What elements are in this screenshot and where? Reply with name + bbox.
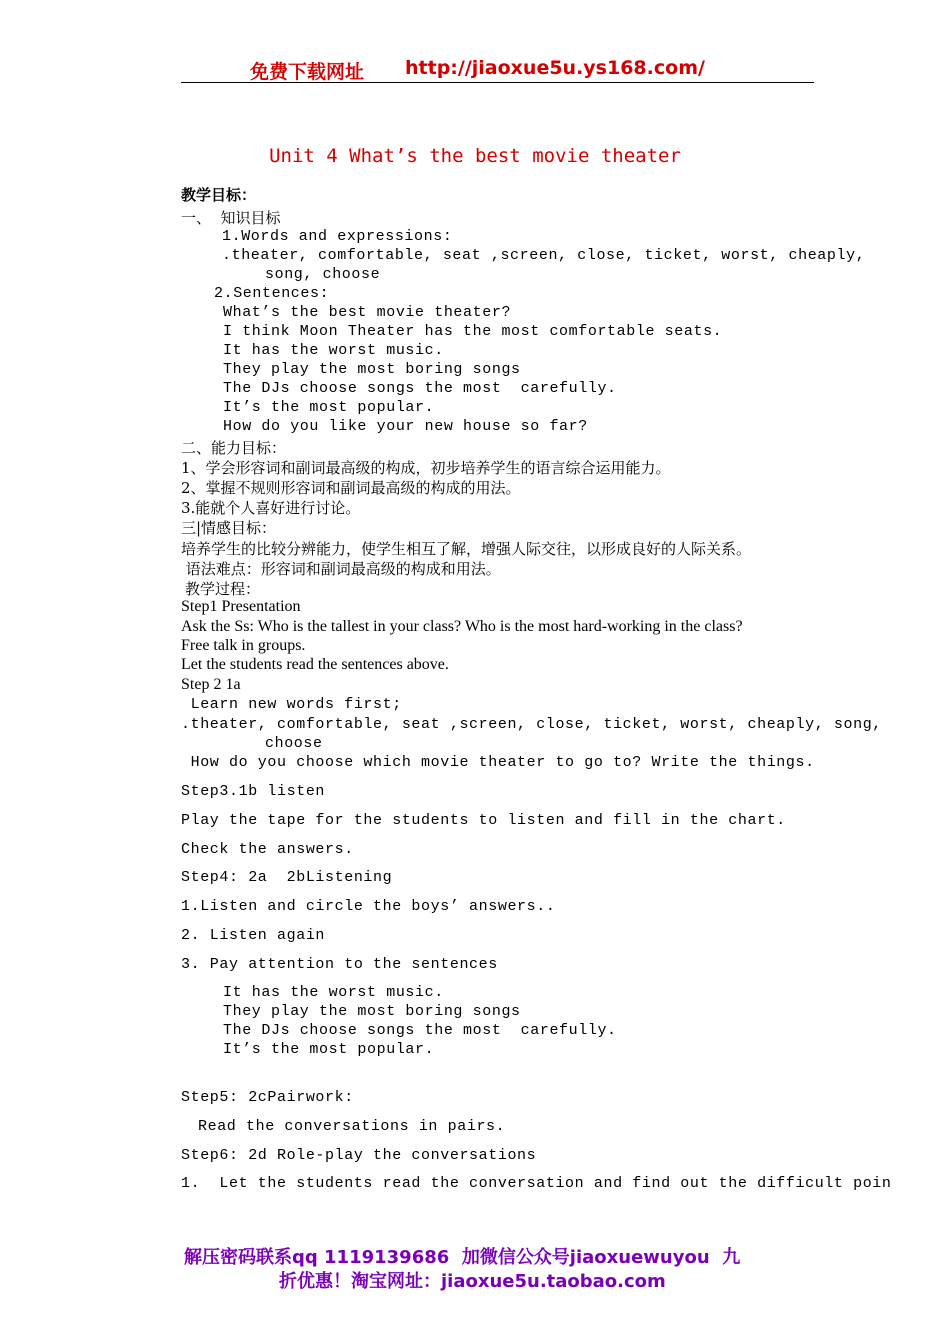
step5-title: Step5: 2cPairwork: [181, 1089, 354, 1106]
sentence-line: What’s the best movie theater? [223, 304, 512, 321]
footer-contact: 解压密码联系qq 1119139686 加微信公众号jiaoxuewuyou 九 [184, 1247, 741, 1268]
step6-title: Step6: 2d Role-play the conversations [181, 1147, 537, 1164]
sentence-line: It’s the most popular. [223, 399, 435, 416]
step3-title: Step3.1b listen [181, 783, 326, 800]
step2-learn: Learn new words first; [181, 696, 402, 713]
step4-item: 1.Listen and circle the boys’ answers.. [181, 898, 556, 915]
header-url-link[interactable]: http://jiaoxue5u.ys168.com/ [405, 57, 705, 79]
sentence-line: The DJs choose songs the most carefully. [223, 380, 617, 397]
emotion-text: 培养学生的比较分辨能力，使学生相互了解，增强人际交往，以形成良好的人际关系。 [181, 540, 752, 558]
step4-sentence: It’s the most popular. [223, 1041, 435, 1058]
words-line: song, choose [265, 266, 381, 283]
step3-line: Check the answers. [181, 841, 354, 858]
step4-sentence: They play the most boring songs [223, 1003, 521, 1020]
page-title: Unit 4 What’s the best movie theater [269, 145, 681, 167]
ability-item: 2、掌握不规则形容词和副词最高级的构成的用法。 [181, 479, 521, 497]
step4-item: 3. Pay attention to the sentences [181, 956, 498, 973]
process-heading: 教学过程： [185, 580, 261, 598]
footer-shop-link[interactable]: 折优惠！淘宝网址：jiaoxue5u.taobao.com [279, 1271, 666, 1292]
emotion-heading: 三|情感目标： [181, 519, 277, 537]
knowledge-heading: 一、 知识目标 [181, 209, 281, 227]
step2-title: Step 2 1a [181, 676, 241, 693]
words-line: .theater, comfortable, seat ,screen, close, ticket, worst, cheaply, [222, 247, 866, 264]
step6-line: 1. Let the students read the conversation and find out the difficult poin [181, 1175, 892, 1192]
sentence-line: I think Moon Theater has the most comfortable seats. [223, 323, 723, 340]
words-label: 1.Words and expressions: [222, 228, 453, 245]
header-label: 免费下载网址 [250, 61, 365, 83]
step1-line: Let the students read the sentences above. [181, 656, 449, 673]
step1-title: Step1 Presentation [181, 598, 301, 615]
objectives-heading: 教学目标： [181, 186, 257, 204]
step4-title: Step4: 2a 2bListening [181, 869, 393, 886]
step4-item: 2. Listen again [181, 927, 326, 944]
sentences-label: 2.Sentences: [214, 285, 330, 302]
sentence-line: How do you like your new house so far? [223, 418, 588, 435]
grammar-difficulty: 语法难点：形容词和副词最高级的构成和用法。 [181, 560, 501, 578]
ability-item: 1、学会形容词和副词最高级的构成，初步培养学生的语言综合运用能力。 [181, 459, 671, 477]
sentence-line: They play the most boring songs [223, 361, 521, 378]
step2-question: How do you choose which movie theater to go to? Write the things. [181, 754, 815, 771]
step2-words: .theater, comfortable, seat ,screen, close, ticket, worst, cheaply, song, [181, 716, 882, 733]
step2-words: choose [265, 735, 323, 752]
ability-item: 3.能就个人喜好进行讨论。 [181, 499, 361, 517]
step1-line: Ask the Ss: Who is the tallest in your class? Who is the most hard-working in the class? [181, 618, 743, 635]
step3-line: Play the tape for the students to listen and fill in the chart. [181, 812, 786, 829]
sentence-line: It has the worst music. [223, 342, 444, 359]
step1-line: Free talk in groups. [181, 637, 306, 654]
header-divider [181, 82, 814, 83]
step5-line: Read the conversations in pairs. [198, 1118, 506, 1135]
step4-sentence: It has the worst music. [223, 984, 444, 1001]
step4-sentence: The DJs choose songs the most carefully. [223, 1022, 617, 1039]
ability-heading: 二、能力目标： [181, 439, 287, 457]
